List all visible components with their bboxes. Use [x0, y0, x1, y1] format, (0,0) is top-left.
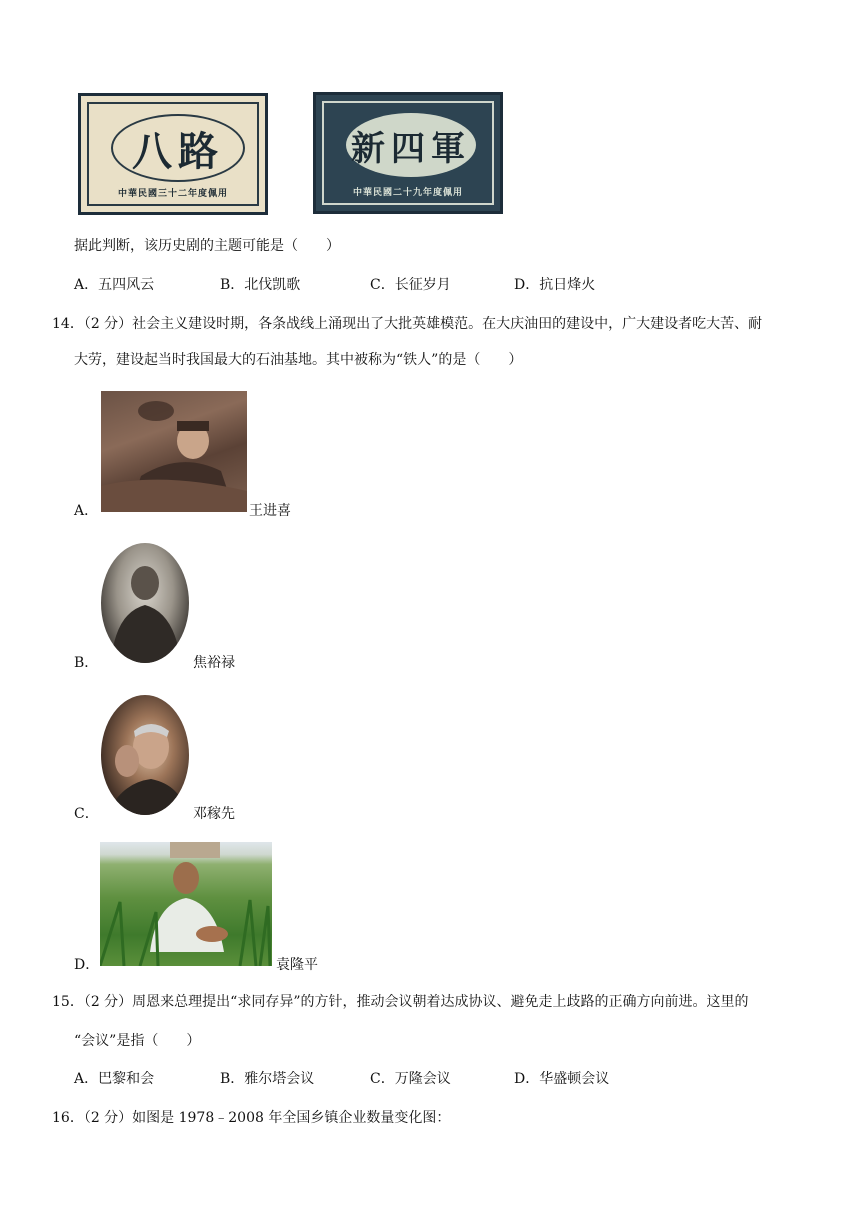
- q13-option-b[interactable]: [220, 275, 300, 295]
- q13-option-d[interactable]: [514, 275, 595, 295]
- q14-option-a[interactable]: [74, 501, 98, 521]
- q14-option-c-name: 邓稼先: [193, 806, 235, 822]
- option-text: 华盛顿会议: [539, 1071, 610, 1087]
- option-letter: C．: [74, 806, 99, 822]
- q13-option-c[interactable]: [370, 275, 451, 295]
- q15-option-a[interactable]: [74, 1069, 154, 1089]
- q14-stem-line1: 14．（2 分）社会主义建设时期，各条战线上涌现出了大批英雄模范。在大庆油田的建设中，广大建设者吃大苦、耐: [52, 316, 763, 332]
- q14-option-c[interactable]: [74, 804, 99, 824]
- option-letter: D．: [514, 1071, 540, 1087]
- q16-stem: 16．（2 分）如图是 1978﹣2008 年全国乡镇企业数量变化图：: [52, 1110, 451, 1126]
- badge-image-balu: [78, 93, 268, 215]
- photo-jiao-yulu: [101, 543, 189, 663]
- badge-caption: 中華民國三十二年度佩用: [117, 189, 228, 199]
- option-text: 五四风云: [98, 277, 155, 293]
- q14-option-d[interactable]: [74, 955, 99, 975]
- option-text: 北伐凯歌: [244, 277, 301, 293]
- option-text: 长征岁月: [394, 277, 451, 293]
- q14-option-a-name: 王进喜: [249, 503, 291, 519]
- option-letter: B．: [74, 655, 99, 671]
- option-text: 雅尔塔会议: [244, 1071, 315, 1087]
- option-letter: B．: [220, 277, 245, 293]
- q13-prompt: 据此判断，该历史剧的主题可能是（ ）: [74, 238, 340, 254]
- badge-title: 八路: [111, 114, 245, 182]
- option-text: 巴黎和会: [98, 1071, 155, 1087]
- option-letter: A．: [74, 277, 99, 293]
- photo-wang-jinxi: [101, 391, 247, 512]
- q15-option-b[interactable]: [220, 1069, 314, 1089]
- q15-option-c[interactable]: [370, 1069, 451, 1089]
- q15-stem-line1: 15．（2 分）周恩来总理提出“求同存异”的方针，推动会议朝着达成协议、避免走上歧路的正确方向前进。这里的: [52, 994, 749, 1010]
- option-letter: D．: [514, 277, 540, 293]
- badge-title: 新四軍: [346, 113, 476, 177]
- option-letter: C．: [370, 1071, 395, 1087]
- option-letter: B．: [220, 1071, 245, 1087]
- badge-caption: 中華民國二十九年度佩用: [352, 188, 463, 198]
- q15-stem-line2: “会议”是指（ ）: [74, 1033, 201, 1049]
- option-text: 抗日烽火: [539, 277, 596, 293]
- option-text: 万隆会议: [394, 1071, 451, 1087]
- option-letter: A．: [74, 1071, 99, 1087]
- option-letter: D．: [74, 957, 100, 973]
- badge-image-xinsijun: [313, 92, 503, 214]
- q14-option-b-name: 焦裕禄: [193, 655, 235, 671]
- option-letter: C．: [370, 277, 395, 293]
- q14-option-b[interactable]: [74, 653, 98, 673]
- option-letter: A．: [74, 503, 99, 519]
- q14-stem-line2: 大劳，建设起当时我国最大的石油基地。其中被称为“铁人”的是（ ）: [74, 352, 523, 368]
- q13-option-a[interactable]: [74, 275, 154, 295]
- q15-option-d[interactable]: [514, 1069, 609, 1089]
- q14-option-d-name: 袁隆平: [276, 957, 318, 973]
- photo-yuan-longping: [100, 842, 272, 966]
- photo-deng-jiaxian: [101, 695, 189, 815]
